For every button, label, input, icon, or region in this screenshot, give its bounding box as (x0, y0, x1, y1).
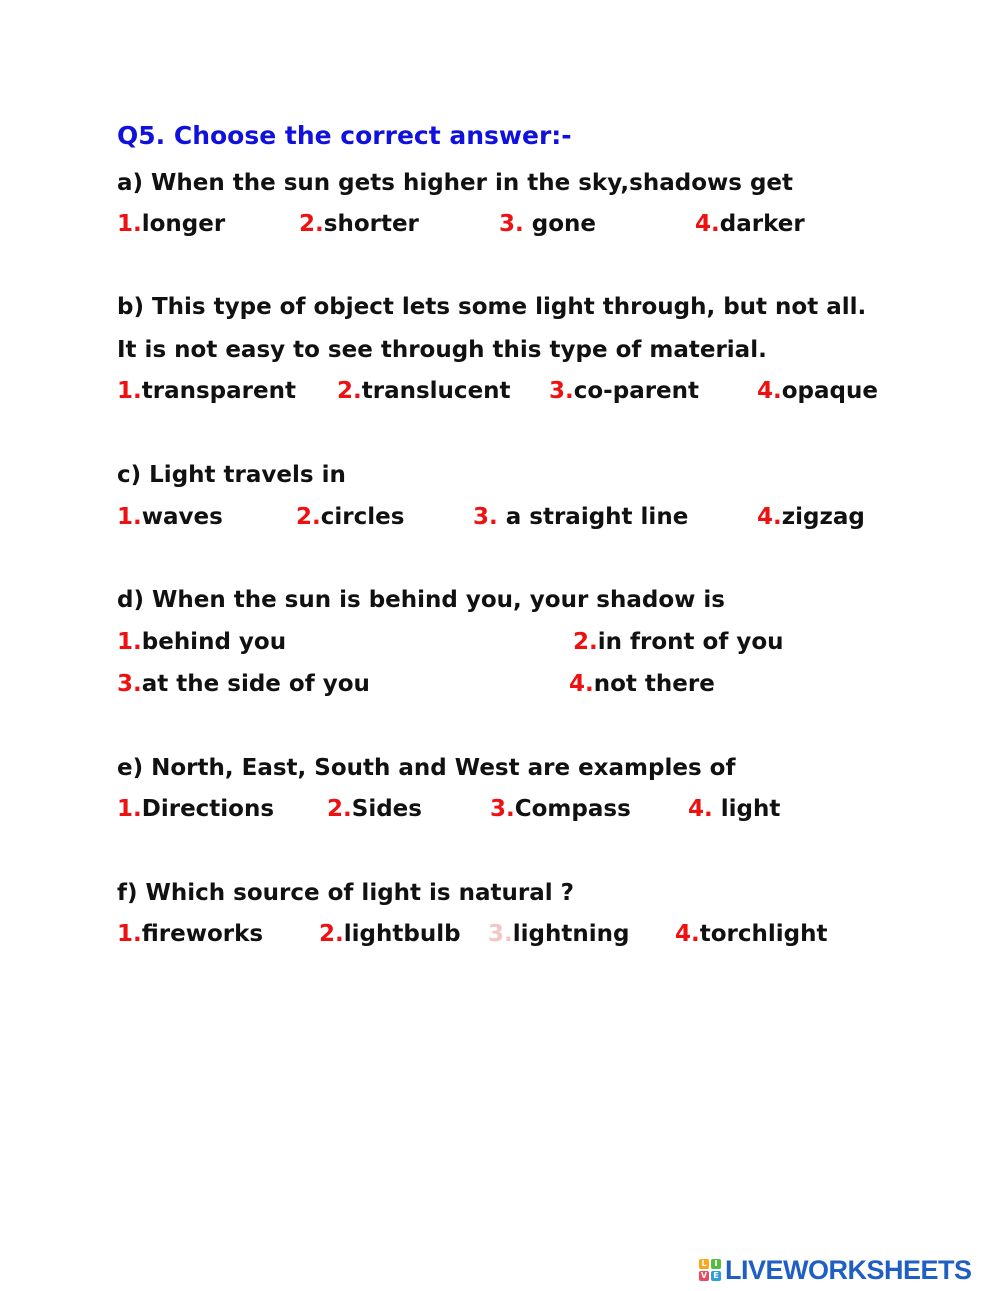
logo-tile: E (711, 1271, 721, 1281)
option-label: torchlight (699, 921, 828, 947)
liveworksheets-logo-icon (699, 1259, 721, 1281)
question-b-text-line-1: b) This type of object lets some light through, but not all. (117, 294, 867, 320)
question-b-option-1[interactable] (117, 376, 296, 406)
option-label: translucent (361, 378, 511, 404)
option-label: Sides (351, 796, 422, 822)
option-number: 2. (573, 629, 598, 655)
question-a-option-2[interactable] (299, 209, 419, 239)
option-number: 4. (569, 671, 594, 697)
option-number: 2. (327, 796, 352, 822)
option-number: 2. (319, 921, 344, 947)
question-b-option-2[interactable] (337, 376, 511, 406)
question-c-option-4[interactable] (757, 502, 865, 532)
option-number: 1. (117, 796, 142, 822)
option-label: shorter (323, 211, 419, 237)
question-e-option-1[interactable] (117, 794, 274, 824)
option-number: 3. (473, 504, 506, 530)
option-number: 1. (117, 504, 142, 530)
question-a-option-1[interactable] (117, 209, 225, 239)
option-label: fireworks (141, 921, 264, 947)
option-label: Directions (141, 796, 275, 822)
option-number: 1. (117, 921, 142, 947)
option-number: 2. (337, 378, 362, 404)
question-d-option-3[interactable] (117, 669, 370, 699)
option-label: waves (141, 504, 223, 530)
question-a-text: a) When the sun gets higher in the sky,shadows get (117, 170, 794, 196)
liveworksheets-logo (699, 1254, 972, 1286)
question-c-option-3[interactable] (473, 502, 688, 532)
option-number: 3. (499, 211, 532, 237)
option-label: circles (320, 504, 405, 530)
option-number: 1. (117, 629, 142, 655)
question-c-text: c) Light travels in (117, 462, 346, 488)
option-label: lightning (512, 921, 630, 947)
question-f-option-4[interactable] (675, 919, 828, 949)
question-d-option-1[interactable] (117, 627, 286, 657)
question-title: Q5. Choose the correct answer:- (117, 121, 572, 150)
option-number: 4. (688, 796, 721, 822)
option-number: 4. (695, 211, 720, 237)
option-label: zigzag (781, 504, 865, 530)
logo-tile: V (700, 1271, 708, 1280)
option-label: transparent (141, 378, 296, 404)
option-number: 1. (117, 378, 142, 404)
question-a-option-4[interactable] (695, 209, 805, 239)
option-label: gone (531, 211, 596, 237)
option-number: 4. (757, 504, 782, 530)
option-label: Compass (514, 796, 631, 822)
option-label: lightbulb (343, 921, 461, 947)
option-label: longer (141, 211, 226, 237)
option-label: in front of you (597, 629, 784, 655)
option-label: light (720, 796, 781, 822)
liveworksheets-logo-text: LIVEWORKSHEETS (725, 1254, 972, 1285)
question-d-text: d) When the sun is behind you, your shadow is (117, 587, 725, 613)
option-number: 4. (675, 921, 700, 947)
option-number: 4. (757, 378, 782, 404)
logo-tile: I (711, 1259, 721, 1269)
option-label: opaque (781, 378, 878, 404)
question-b-option-3[interactable] (549, 376, 699, 406)
question-f-option-2[interactable] (319, 919, 461, 949)
question-b-text-line-2: It is not easy to see through this type of material. (117, 337, 767, 363)
option-label: behind you (141, 629, 287, 655)
option-number: 3. (117, 671, 142, 697)
option-label: not there (593, 671, 715, 697)
option-label: at the side of you (141, 671, 370, 697)
question-e-option-3[interactable] (490, 794, 631, 824)
option-number: 2. (299, 211, 324, 237)
question-e-text: e) North, East, South and West are examples of (117, 755, 736, 781)
question-f-option-1[interactable] (117, 919, 263, 949)
question-a-option-3[interactable] (499, 209, 596, 239)
option-label: darker (719, 211, 805, 237)
question-c-option-2[interactable] (296, 502, 404, 532)
option-number: 1. (117, 211, 142, 237)
option-number: 2. (296, 504, 321, 530)
option-number: 3. (490, 796, 515, 822)
question-c-option-1[interactable] (117, 502, 223, 532)
option-label: co-parent (573, 378, 700, 404)
question-f-option-3[interactable] (488, 919, 629, 949)
question-e-option-2[interactable] (327, 794, 422, 824)
logo-tile: L (699, 1259, 709, 1269)
question-e-option-4[interactable] (688, 794, 780, 824)
question-d-option-4[interactable] (569, 669, 715, 699)
option-number: 3. (549, 378, 574, 404)
question-f-text: f) Which source of light is natural ? (117, 880, 574, 906)
question-b-option-4[interactable] (757, 376, 878, 406)
question-d-option-2[interactable] (573, 627, 784, 657)
option-label: a straight line (505, 504, 689, 530)
option-number: 3. (488, 921, 513, 947)
